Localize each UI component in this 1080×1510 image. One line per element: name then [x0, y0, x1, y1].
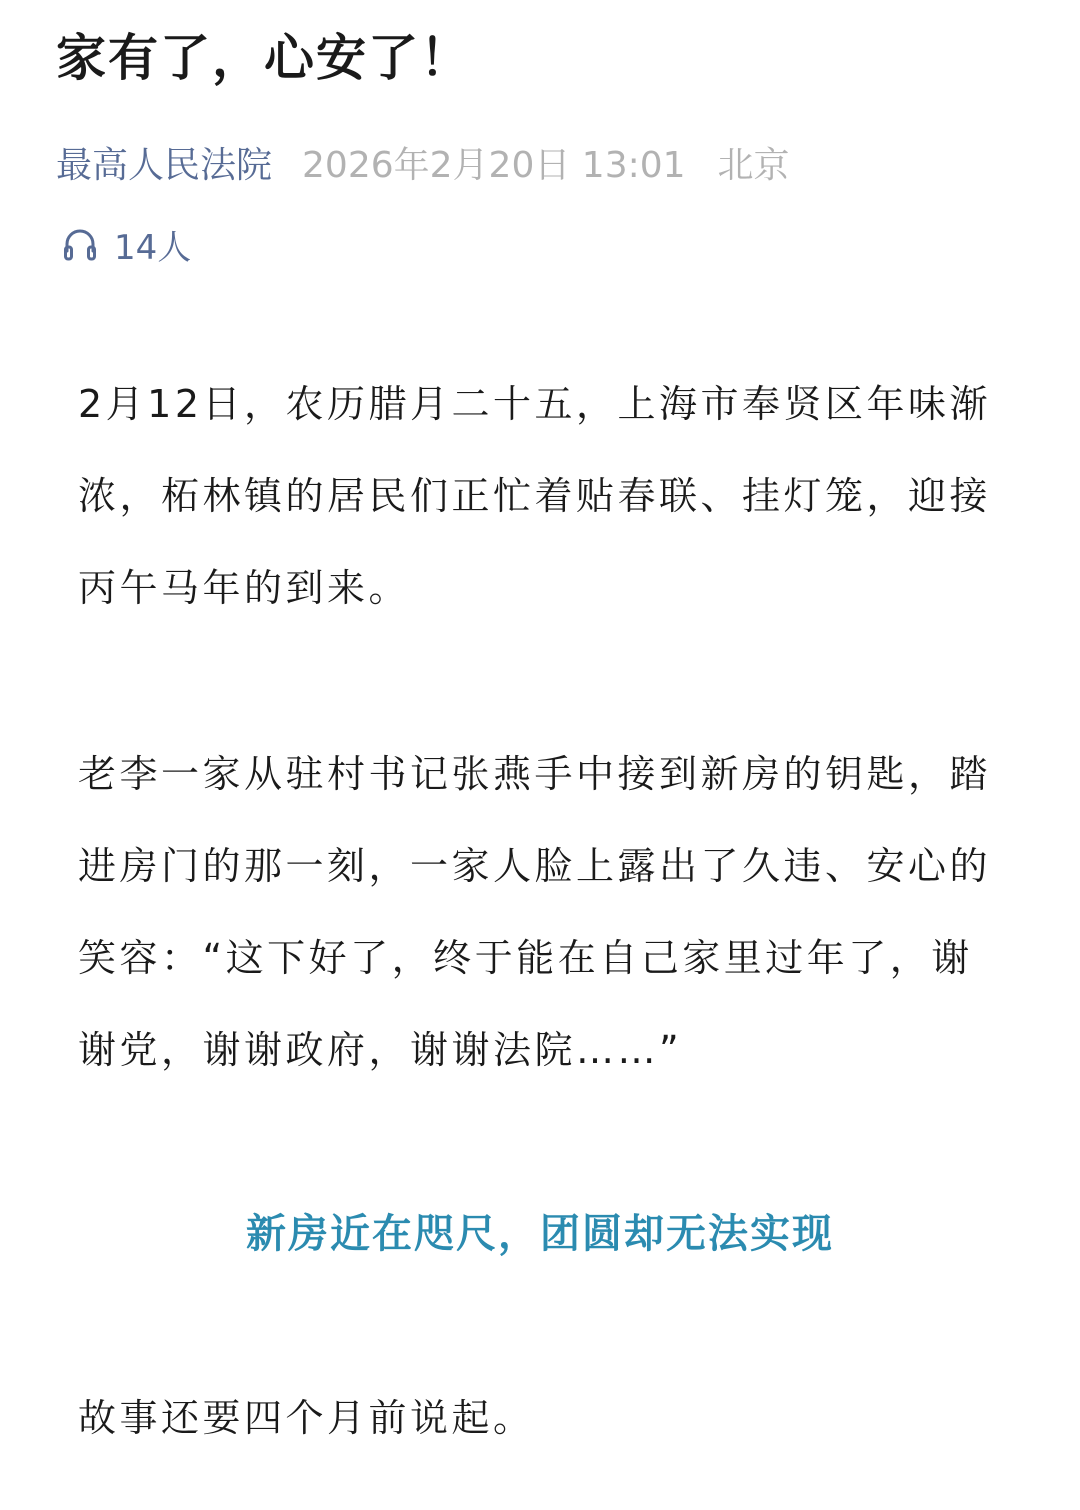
- publish-date: 2026年2月20日 13:01: [302, 144, 686, 186]
- publish-location: 北京: [717, 144, 790, 186]
- paragraph: 2月12日，农历腊月二十五，上海市奉贤区年味渐浓，柘林镇的居民们正忙着贴春联、挂灯笼，迎接丙午马年的到来。: [78, 382, 992, 610]
- listen-count: 14人: [114, 227, 192, 268]
- paragraph: 故事还要四个月前说起。: [78, 1396, 535, 1440]
- listen-button[interactable]: [60, 218, 191, 270]
- paragraph: 老李一家从驻村书记张燕手中接到新房的钥匙，踏进房门的那一刻，一家人脸上露出了久违、安心的笑容：“这下好了，终于能在自己家里过年了，谢谢党，谢谢政府，谢谢法院……”: [78, 752, 992, 1072]
- section-subheading: 新房近在咫尺，团圆却无法实现: [246, 1211, 834, 1257]
- article-title: 家有了，心安了！: [56, 29, 472, 87]
- headphones-icon: [60, 224, 100, 264]
- article-meta: [56, 136, 1036, 188]
- author-link[interactable]: 最高人民法院: [56, 144, 273, 186]
